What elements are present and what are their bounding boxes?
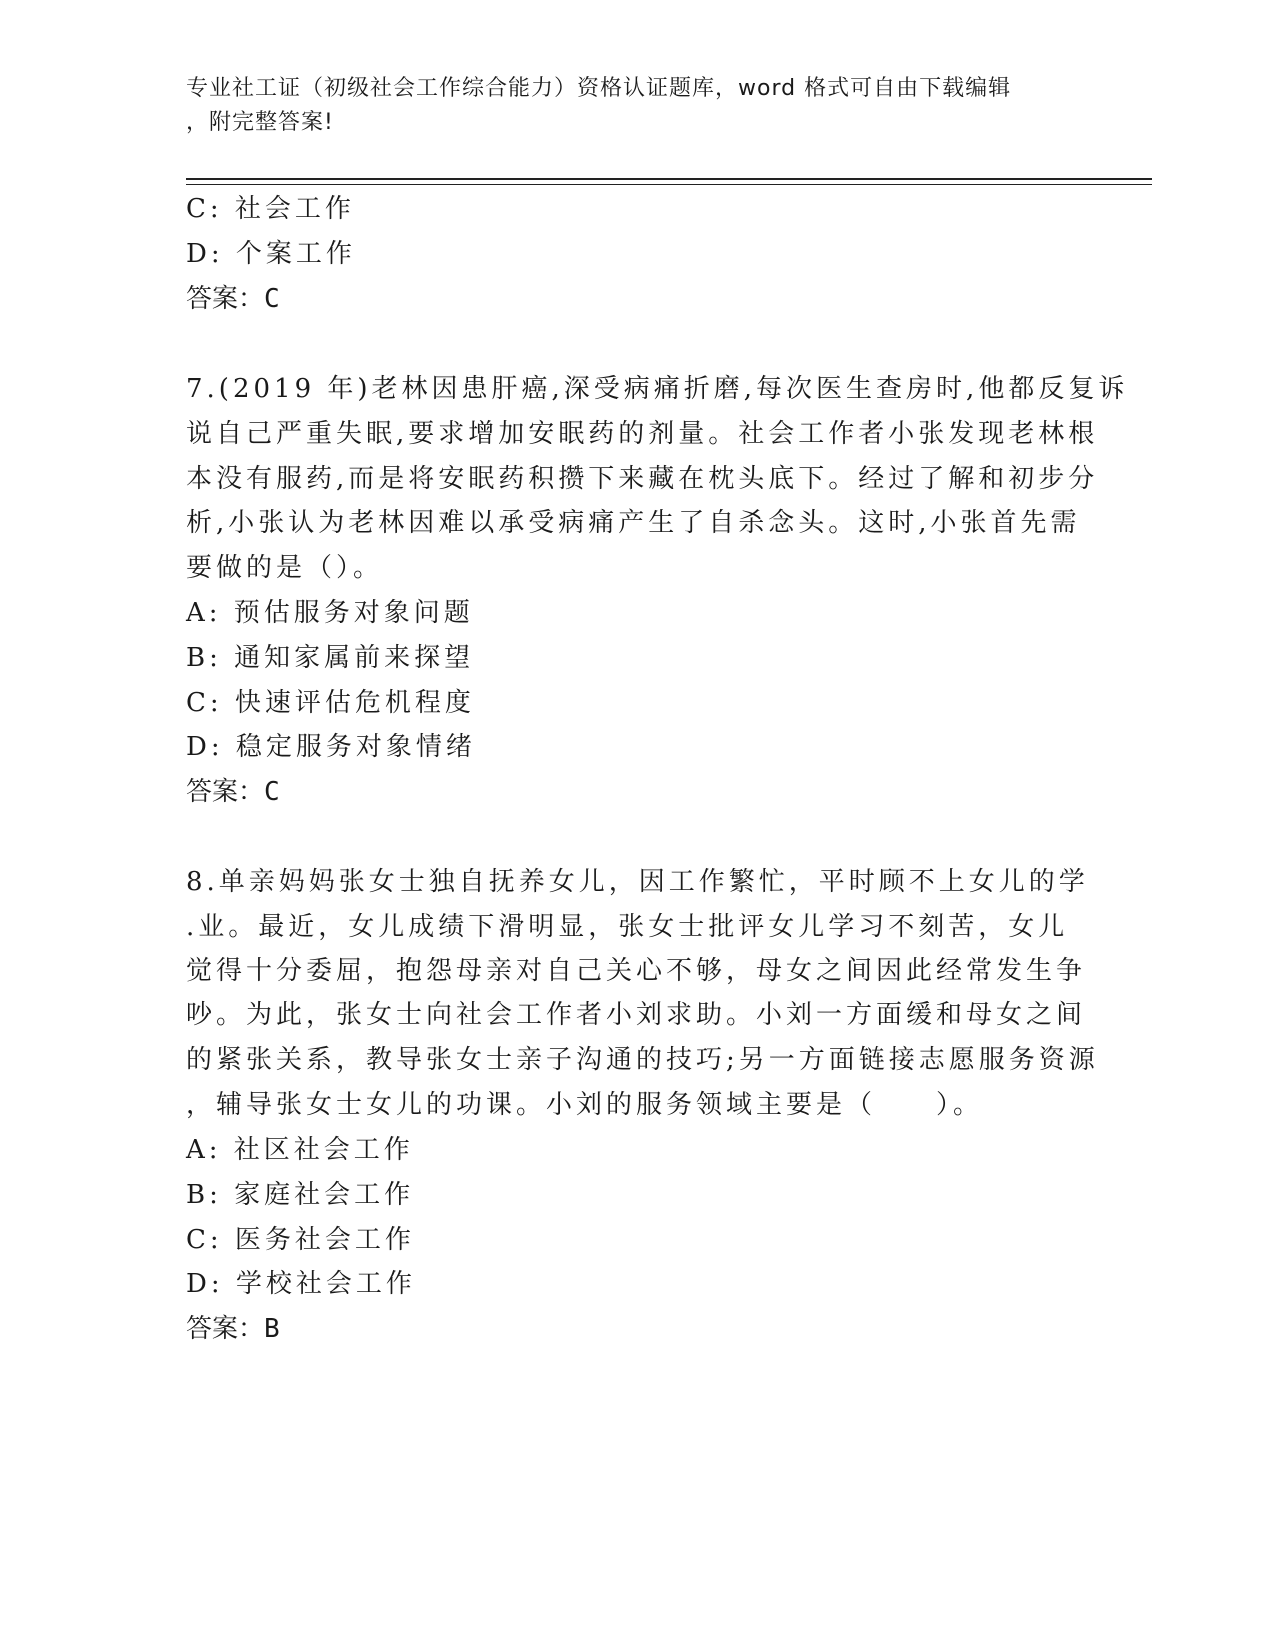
question-7-line-3: 本没有服药,而是将安眠药积攒下来藏在枕头底下。经过了解和初步分 <box>186 464 1099 494</box>
question-8-line-5: 的紧张关系，教导张女士亲子沟通的技巧;另一方面链接志愿服务资源 <box>186 1045 1099 1075</box>
header-divider-thin <box>186 184 1152 185</box>
answer-letter: C <box>264 284 280 314</box>
question-8-option-d: D: 学校社会工作 <box>186 1269 416 1299</box>
question-8-option-a: A: 社区社会工作 <box>186 1135 414 1165</box>
question-7-line-4: 析,小张认为老林因难以承受病痛产生了自杀念头。这时,小张首先需 <box>186 508 1081 538</box>
question-8-line-3: 觉得十分委屈，抱怨母亲对自己关心不够，母女之间因此经常发生争 <box>186 956 1087 986</box>
document-header <box>186 72 1086 140</box>
question-7-line-1: 7.(2019 年)老林因患肝癌,深受病痛折磨,每次医生查房时,他都反复诉 <box>186 374 1129 404</box>
answer-label: 答案： <box>186 284 265 314</box>
answer-label: 答案： <box>186 777 265 807</box>
answer-label: 答案： <box>186 1314 265 1344</box>
header-divider-thick <box>186 178 1152 180</box>
question-8-option-c: C: 医务社会工作 <box>186 1225 415 1255</box>
question-7-line-5: 要做的是（）。 <box>186 553 384 583</box>
answer-letter: C <box>264 777 280 807</box>
question-8-line-4: 吵。为此，张女士向社会工作者小刘求助。小刘一方面缓和母女之间 <box>186 1000 1087 1030</box>
header-line-1: 专业社工证（初级社会工作综合能力）资格认证题库，word 格式可自由下载编辑 <box>186 76 1012 101</box>
option-d: D: 个案工作 <box>186 239 356 269</box>
question-8-line-2: .业。最近，女儿成绩下滑明显，张女士批评女儿学习不刻苦，女儿 <box>186 912 1069 942</box>
question-7-answer <box>186 776 280 808</box>
question-7-option-a: A: 预估服务对象问题 <box>186 598 474 628</box>
answer-line <box>186 283 280 315</box>
question-7-option-d: D: 稳定服务对象情绪 <box>186 732 476 762</box>
question-8-answer <box>186 1313 280 1345</box>
question-7-option-b: B: 通知家属前来探望 <box>186 643 475 673</box>
answer-letter: B <box>264 1314 280 1344</box>
question-8-line-1: 8.单亲妈妈张女士独自抚养女儿，因工作繁忙，平时顾不上女儿的学 <box>186 867 1089 897</box>
question-8-line-6: ，辅导张女士女儿的功课。小刘的服务领域主要是（ ）。 <box>186 1090 984 1120</box>
header-line-2: ，附完整答案! <box>186 110 334 135</box>
question-8-option-b: B: 家庭社会工作 <box>186 1180 415 1210</box>
question-7-option-c: C: 快速评估危机程度 <box>186 688 475 718</box>
question-7-line-2: 说自己严重失眠,要求增加安眠药的剂量。社会工作者小张发现老林根 <box>186 419 1099 449</box>
option-c: C: 社会工作 <box>186 194 355 224</box>
